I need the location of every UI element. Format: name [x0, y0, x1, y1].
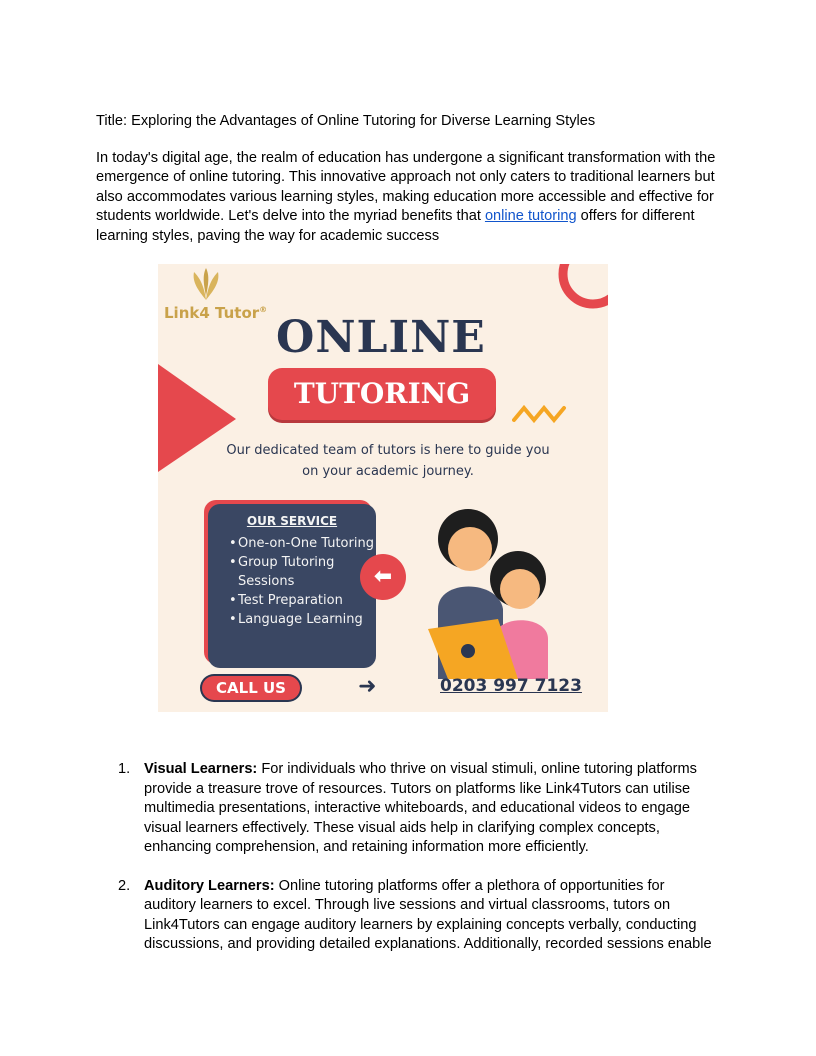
right-arrow-icon: ➜	[358, 674, 377, 699]
intro-paragraph	[96, 149, 720, 247]
intro-text-end: offers for different learning styles, paving the way for academic success	[96, 208, 695, 244]
list-item	[96, 877, 720, 955]
document-title: Title: Exploring the Advantages of Online Tutoring for Diverse Learning Styles	[96, 113, 596, 129]
services-card	[208, 504, 376, 668]
list-item	[96, 760, 720, 858]
list-item-text: Online tutoring platforms offer a plethora of opportunities for auditory learners to excel. Through live sessions and virtual classrooms, tutors on Link4Tutors can engage auditory learners by explaining concepts verbally, conducting discussions, and providing detailed explanations. Additionally, recorded sessions enable	[144, 877, 712, 952]
list-number: 1.	[118, 761, 131, 777]
document-body	[96, 112, 720, 246]
service-item: • One-on-One Tutoring	[238, 534, 376, 553]
squiggle-decoration-icon	[512, 404, 572, 424]
brand-name: Link4 Tutor	[164, 304, 260, 322]
online-tutoring-poster	[158, 264, 608, 712]
tagline-line-2: on your academic journey.	[302, 464, 474, 479]
call-us-button: CALL US	[202, 676, 300, 700]
learning-styles-list	[96, 760, 720, 974]
list-item-heading: Auditory Learners:	[144, 877, 275, 894]
list-item-heading: Visual Learners:	[144, 761, 258, 777]
brand-mark: ®	[259, 305, 268, 314]
service-item: • Test Preparation	[238, 591, 376, 610]
list-item-text: For individuals who thrive on visual stimuli, online tutoring platforms provide a treasure trove of resources. Tutors on platforms like Link4Tutors can utilise multimedia presentations, interactive whiteboards, and educational videos to engage visual learners effectively. These visual aids help in clarifying complex concepts, enhancing comprehension, and retaining information more efficiently.	[144, 761, 697, 855]
service-item: • Language Learning	[238, 610, 376, 629]
poster-headline: ONLINE	[276, 312, 486, 363]
intro-text-start: In today's digital age, the realm of education has undergone a significant transformation with the emergence of online tutoring. This innovative approach not only caters to traditional learners but also accommodates various learning styles, making education more accessible and effective for students worldwide. Let's delve into the myriad benefits that	[96, 149, 716, 224]
services-title: OUR SERVICE	[246, 514, 338, 528]
online-tutoring-link[interactable]: online tutoring	[484, 208, 577, 224]
tutor-and-student-illustration-icon	[408, 489, 608, 679]
ring-decoration-icon	[553, 264, 608, 314]
tutoring-pill: TUTORING	[268, 368, 496, 420]
brand-leaf-icon	[186, 266, 226, 302]
poster-tagline	[198, 440, 578, 482]
list-number: 2.	[118, 877, 131, 894]
brand-logo	[164, 304, 267, 322]
left-arrow-icon: ⬅	[360, 554, 406, 600]
tagline-line-1: Our dedicated team of tutors is here to guide you	[226, 443, 550, 458]
service-item: • Group Tutoring Sessions	[238, 553, 376, 591]
services-list	[208, 534, 376, 629]
phone-number: 0203 997 7123	[440, 676, 582, 696]
